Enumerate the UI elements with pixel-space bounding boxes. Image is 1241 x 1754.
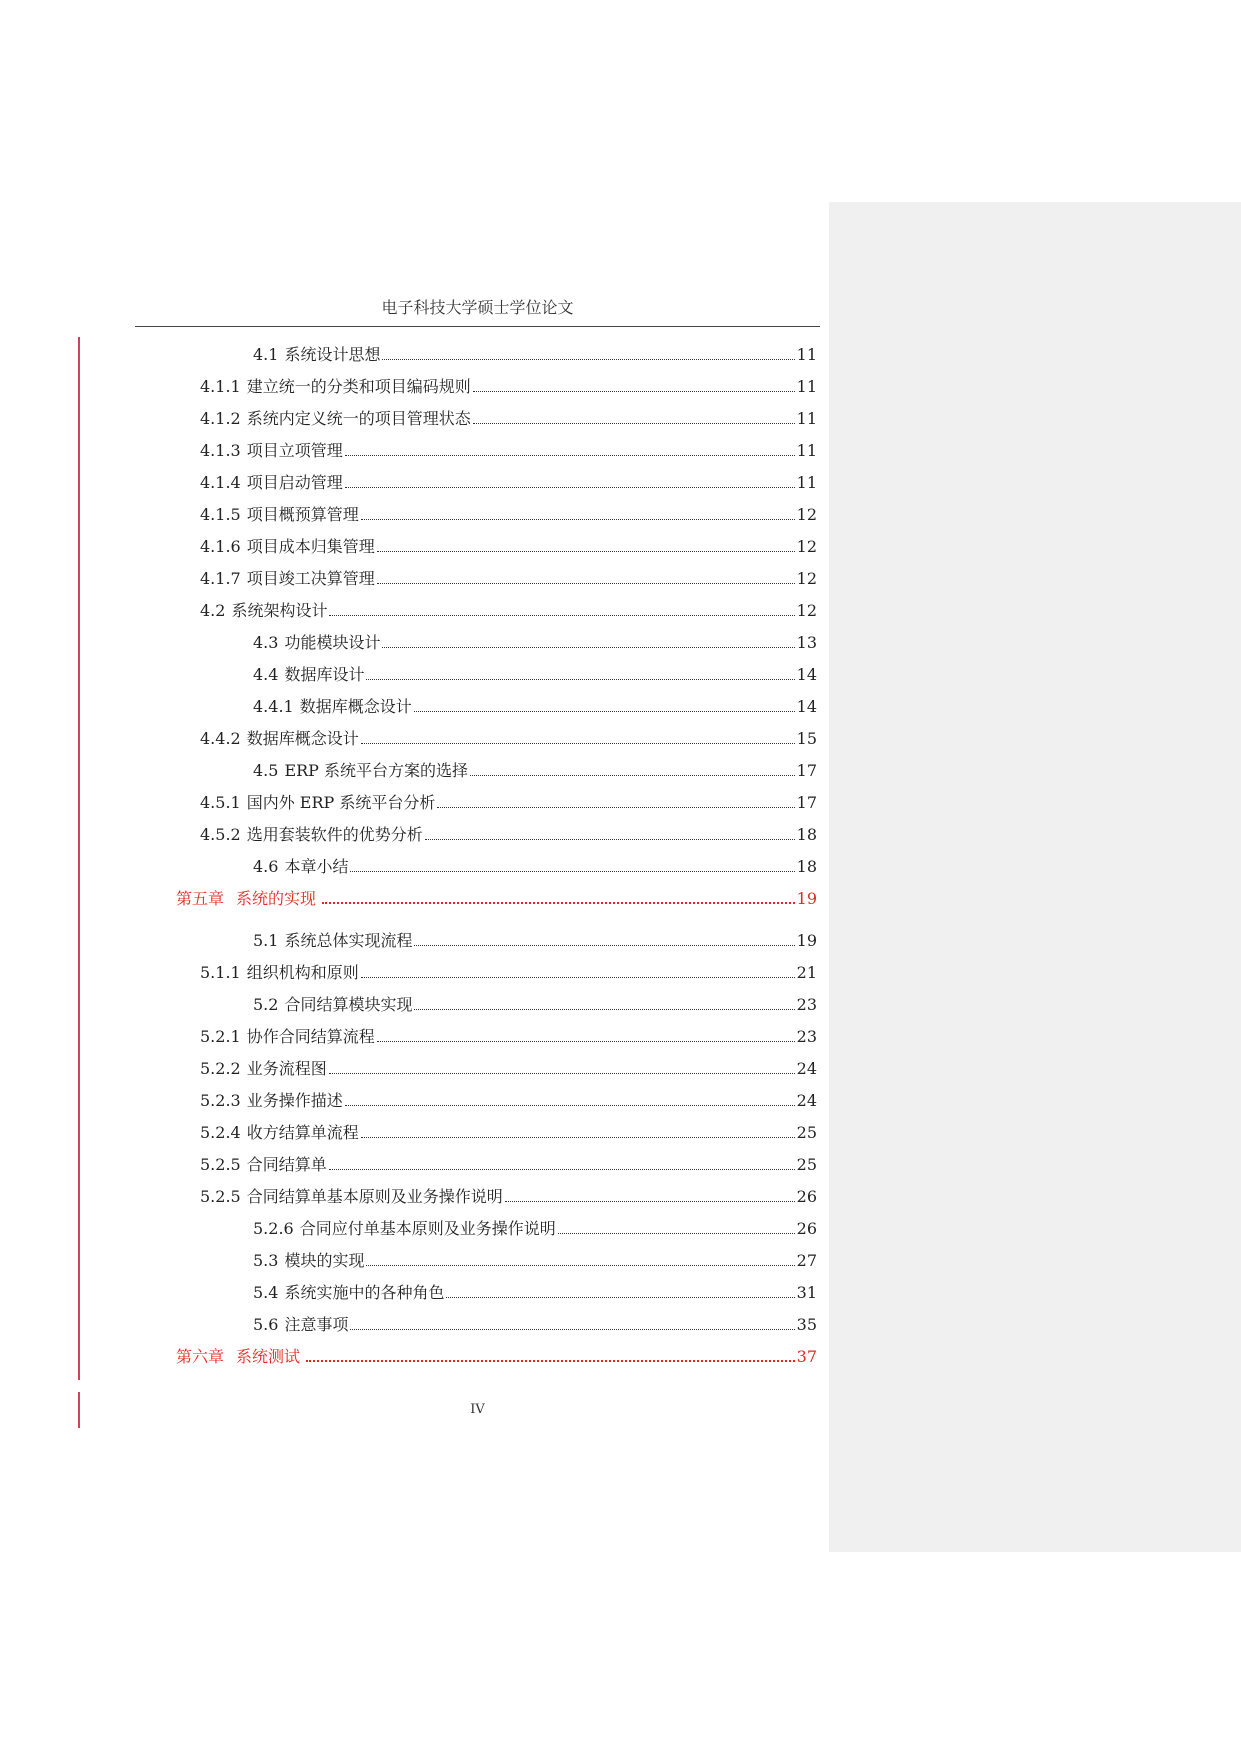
dot-leader [361, 743, 795, 744]
dot-leader [473, 423, 795, 424]
toc-entry-number: 第六章 [176, 1347, 225, 1366]
toc-entry-title: ERP 系统平台方案的选择 [284, 761, 469, 780]
toc-entry-page: 15 [796, 729, 817, 748]
dot-leader [329, 615, 794, 616]
toc-chapter-entry[interactable] [176, 1343, 817, 1367]
dot-leader [470, 775, 795, 776]
toc-entry-title: 业务流程图 [246, 1059, 327, 1078]
toc-entry-number: 5.2.4 [200, 1123, 241, 1142]
dot-leader [414, 945, 794, 946]
toc-entry-page: 12 [796, 537, 817, 556]
dot-leader [505, 1201, 795, 1202]
toc-entry-title: 系统架构设计 [231, 601, 328, 620]
toc-entry-number: 4.5.1 [200, 793, 241, 812]
toc-entry-title: 数据库概念设计 [299, 697, 412, 716]
toc-entry[interactable] [253, 927, 817, 951]
toc-entry-page: 12 [796, 601, 817, 620]
toc-entry-page: 31 [796, 1283, 817, 1302]
dot-leader [425, 839, 795, 840]
toc-entry-title: 收方结算单流程 [246, 1123, 359, 1142]
toc-entry-page: 26 [796, 1219, 817, 1238]
toc-entry[interactable] [200, 725, 817, 749]
toc-entry-title: 功能模块设计 [284, 633, 381, 652]
toc-entry[interactable] [253, 341, 817, 365]
toc-entry-number: 4.4.2 [200, 729, 241, 748]
toc-entry-title: 系统总体实现流程 [284, 931, 413, 950]
toc-entry-page: 24 [796, 1059, 817, 1078]
dot-leader [366, 1265, 794, 1266]
toc-entry-title: 国内外 ERP 系统平台分析 [246, 793, 436, 812]
toc-entry-title: 注意事项 [284, 1315, 349, 1334]
toc-entry-number: 5.1 [253, 931, 279, 950]
toc-entry[interactable] [200, 533, 817, 557]
toc-entry-number: 4.1.6 [200, 537, 241, 556]
toc-entry-title: 合同结算模块实现 [284, 995, 413, 1014]
toc-entry-number: 5.2 [253, 995, 279, 1014]
dot-leader [473, 391, 795, 392]
toc-entry[interactable] [200, 501, 817, 525]
toc-entry-number: 4.4 [253, 665, 279, 684]
toc-entry[interactable] [200, 469, 817, 493]
toc-entry-title: 选用套装软件的优势分析 [246, 825, 423, 844]
toc-entry-number: 4.2 [200, 601, 226, 620]
toc-entry-page: 19 [796, 889, 817, 908]
toc-entry-number: 4.4.1 [253, 697, 294, 716]
toc-entry-number: 4.6 [253, 857, 279, 876]
dot-leader [329, 1169, 795, 1170]
toc-entry-page: 12 [796, 505, 817, 524]
toc-entry-number: 5.6 [253, 1315, 279, 1334]
toc-entry-title: 系统测试 [236, 1347, 301, 1366]
toc-entry-page: 13 [796, 633, 817, 652]
toc-entry-number: 4.1.5 [200, 505, 241, 524]
dot-leader [382, 359, 794, 360]
toc-entry-number: 5.4 [253, 1283, 279, 1302]
toc-entry-number: 4.5.2 [200, 825, 241, 844]
toc-entry-number: 4.1.1 [200, 377, 241, 396]
toc-entry-page: 21 [796, 963, 817, 982]
toc-entry[interactable] [200, 789, 817, 813]
toc-entry[interactable] [200, 1055, 817, 1079]
toc-entry[interactable] [253, 853, 817, 877]
toc-entry[interactable] [253, 1279, 817, 1303]
toc-entry-page: 24 [796, 1091, 817, 1110]
toc-entry[interactable] [253, 693, 817, 717]
toc-entry-number: 4.5 [253, 761, 279, 780]
toc-entry-title: 业务操作描述 [246, 1091, 343, 1110]
toc-entry-page: 18 [796, 825, 817, 844]
page-number: IV [470, 1402, 485, 1417]
toc-entry-number: 5.2.5 [200, 1155, 241, 1174]
toc-entry-title: 项目立项管理 [246, 441, 343, 460]
toc-entry-page: 14 [796, 665, 817, 684]
toc-entry-title: 数据库概念设计 [246, 729, 359, 748]
toc-entry-page: 14 [796, 697, 817, 716]
toc-entry[interactable] [200, 1119, 817, 1143]
toc-entry-title: 系统内定义统一的项目管理状态 [246, 409, 471, 428]
toc-entry[interactable] [253, 991, 817, 1015]
dot-leader [361, 519, 795, 520]
toc-entry[interactable] [200, 1151, 817, 1175]
toc-entry[interactable] [200, 597, 817, 621]
toc-entry-number: 5.2.6 [253, 1219, 294, 1238]
toc-entry[interactable] [200, 565, 817, 589]
toc-entry-title: 本章小结 [284, 857, 349, 876]
toc-entry-number: 4.3 [253, 633, 279, 652]
toc-entry-number: 第五章 [176, 889, 225, 908]
toc-entry[interactable] [200, 959, 817, 983]
toc-entry-title: 系统的实现 [236, 889, 317, 908]
toc-entry-number: 4.1 [253, 345, 279, 364]
toc-entry-title: 模块的实现 [284, 1251, 365, 1270]
toc-entry-page: 35 [796, 1315, 817, 1334]
toc-entry-page: 25 [796, 1123, 817, 1142]
toc-entry-number: 4.1.7 [200, 569, 241, 588]
dot-leader [437, 807, 794, 808]
toc-entry[interactable] [253, 661, 817, 685]
dot-leader [345, 1105, 795, 1106]
toc-entry[interactable] [253, 757, 817, 781]
toc-entry-page: 18 [796, 857, 817, 876]
toc-entry-page: 26 [796, 1187, 817, 1206]
toc-entry[interactable] [253, 1311, 817, 1335]
toc-chapter-entry[interactable] [176, 885, 817, 909]
toc-entry[interactable] [200, 405, 817, 429]
toc-entry-title: 系统实施中的各种角色 [284, 1283, 445, 1302]
dot-leader [350, 1329, 794, 1330]
toc-entry-title: 合同结算单 [246, 1155, 327, 1174]
toc-entry-number: 4.1.4 [200, 473, 241, 492]
toc-entry-number: 5.2.3 [200, 1091, 241, 1110]
dot-leader [361, 977, 795, 978]
dot-leader [345, 455, 795, 456]
dot-leader [366, 679, 794, 680]
toc-entry-page: 17 [796, 793, 817, 812]
toc-entry-page: 11 [796, 441, 817, 460]
toc-entry[interactable] [200, 1087, 817, 1111]
toc-entry[interactable] [253, 1215, 817, 1239]
dot-leader [350, 871, 794, 872]
toc-entry-page: 11 [796, 345, 817, 364]
toc-entry-number: 4.1.3 [200, 441, 241, 460]
dot-leader [329, 1073, 795, 1074]
toc-entry-title: 数据库设计 [284, 665, 365, 684]
toc-entry-page: 19 [796, 931, 817, 950]
toc-entry-title: 组织机构和原则 [246, 963, 359, 982]
toc-entry-title: 合同结算单基本原则及业务操作说明 [246, 1187, 503, 1206]
toc-entry[interactable] [253, 1247, 817, 1271]
toc-entry-page: 23 [796, 995, 817, 1014]
toc-entry-page: 11 [796, 377, 817, 396]
dot-leader [306, 1360, 795, 1362]
dot-leader [377, 551, 795, 552]
toc-entry-title: 项目成本归集管理 [246, 537, 375, 556]
dot-leader [414, 711, 795, 712]
toc-entry-page: 17 [796, 761, 817, 780]
toc-entry[interactable] [200, 1183, 817, 1207]
toc-entry-page: 11 [796, 473, 817, 492]
toc-entry[interactable] [200, 373, 817, 397]
toc-entry-page: 11 [796, 409, 817, 428]
toc-entry-page: 27 [796, 1251, 817, 1270]
toc-entry-page: 12 [796, 569, 817, 588]
toc-entry-title: 建立统一的分类和项目编码规则 [246, 377, 471, 396]
toc-entry-title: 项目启动管理 [246, 473, 343, 492]
toc-entry[interactable] [253, 629, 817, 653]
toc-entry[interactable] [200, 821, 817, 845]
dot-leader [361, 1137, 795, 1138]
dot-leader [446, 1297, 794, 1298]
toc-entry-title: 系统设计思想 [284, 345, 381, 364]
toc-entry-title: 协作合同结算流程 [246, 1027, 375, 1046]
toc-entry-page: 25 [796, 1155, 817, 1174]
toc-entry-number: 4.1.2 [200, 409, 241, 428]
toc-entry-title: 项目竣工决算管理 [246, 569, 375, 588]
toc-entry-number: 5.1.1 [200, 963, 241, 982]
toc-entry[interactable] [200, 437, 817, 461]
dot-leader [377, 583, 795, 584]
dot-leader [558, 1233, 795, 1234]
toc-entry-title: 合同应付单基本原则及业务操作说明 [299, 1219, 556, 1238]
toc-entry-number: 5.2.1 [200, 1027, 241, 1046]
dot-leader [414, 1009, 794, 1010]
page-header: 电子科技大学硕士学位论文 [381, 298, 574, 317]
toc-entry[interactable] [200, 1023, 817, 1047]
dot-leader [322, 902, 795, 904]
toc-entry-page: 37 [796, 1347, 817, 1366]
toc-entry-number: 5.2.5 [200, 1187, 241, 1206]
toc-entry-number: 5.2.2 [200, 1059, 241, 1078]
toc-entry-number: 5.3 [253, 1251, 279, 1270]
toc-entry-page: 23 [796, 1027, 817, 1046]
dot-leader [345, 487, 795, 488]
dot-leader [377, 1041, 795, 1042]
toc-entry-title: 项目概预算管理 [246, 505, 359, 524]
dot-leader [382, 647, 794, 648]
